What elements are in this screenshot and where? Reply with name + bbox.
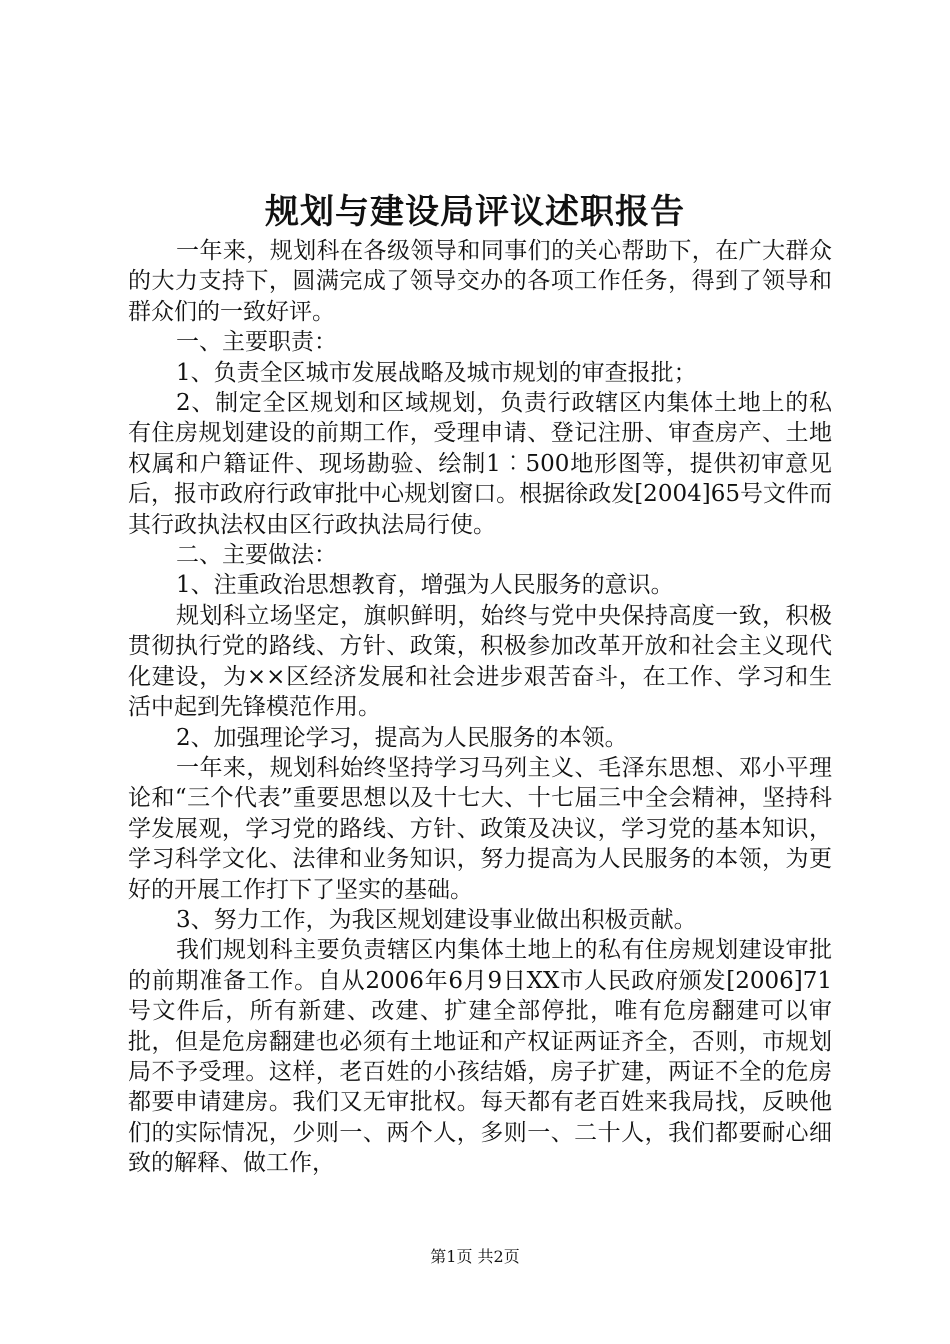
paragraph: 我们规划科主要负责辖区内集体土地上的私有住房规划建设审批的前期准备工作。自从2006年6月9日XX市人民政府颁发[2006]71号文件后，所有新建、改建、扩建全部停批，唯有危房翻建可以审批，但是危房翻建也必须有土地证和产权证两证齐全，否则，市规划局不予受理。这样，老百姓的小孩结婚，房子扩建，两证不全的危房都要申请建房。我们又无审批权。每天都有老百姓来我局找，反映他们的实际情况，少则一、两个人，多则一、二十人，我们都要耐心细致的解释、做工作，: [128, 937, 832, 1177]
document-title: 规划与建设局评议述职报告: [265, 192, 685, 232]
paragraph: 一年来，规划科始终坚持学习马列主义、毛泽东思想、邓小平理论和“三个代表”重要思想以及十七大、十七届三中全会精神，坚持科学发展观，学习党的路线、方针、政策及决议，学习党的基本知识，学习科学文化、法律和业务知识，努力提高为人民服务的本领，为更好的开展工作打下了坚实的基础。: [128, 754, 832, 903]
list-item: 1、负责全区城市发展战略及城市规划的审查报批；: [176, 359, 697, 386]
subsection-heading: 2、加强理论学习，提高为人民服务的本领。: [176, 724, 628, 751]
section-heading: 二、主要做法：: [176, 542, 337, 569]
section-heading: 一、主要职责：: [176, 329, 337, 356]
subsection-heading: 3、努力工作，为我区规划建设事业做出积极贡献。: [176, 906, 697, 933]
paragraph: 一年来，规划科在各级领导和同事们的关心帮助下，在广大群众的大力支持下，圆满完成了领导交办的各项工作任务，得到了领导和群众们的一致好评。: [128, 238, 832, 325]
document-body: [128, 236, 832, 1179]
paragraph: 规划科立场坚定，旗帜鲜明，始终与党中央保持高度一致，积极贯彻执行党的路线、方针、政策，积极参加改革开放和社会主义现代化建设，为××区经济发展和社会进步艰苦奋斗，在工作、学习和生活中起到先锋模范作用。: [128, 602, 832, 721]
page-footer: 第1页 共2页: [430, 1247, 520, 1266]
subsection-heading: 1、注重政治思想教育，增强为人民服务的意识。: [176, 572, 674, 599]
list-item: 2、制定全区规划和区域规划，负责行政辖区内集体土地上的私有住房规划建设的前期工作，受理申请、登记注册、审查房产、土地权属和户籍证件、现场勘验、绘制1︰500地形图等，提供初审意见后，报市政府行政审批中心规划窗口。根据徐政发[2004]65号文件而其行政执法权由区行政执法局行使。: [128, 390, 832, 538]
